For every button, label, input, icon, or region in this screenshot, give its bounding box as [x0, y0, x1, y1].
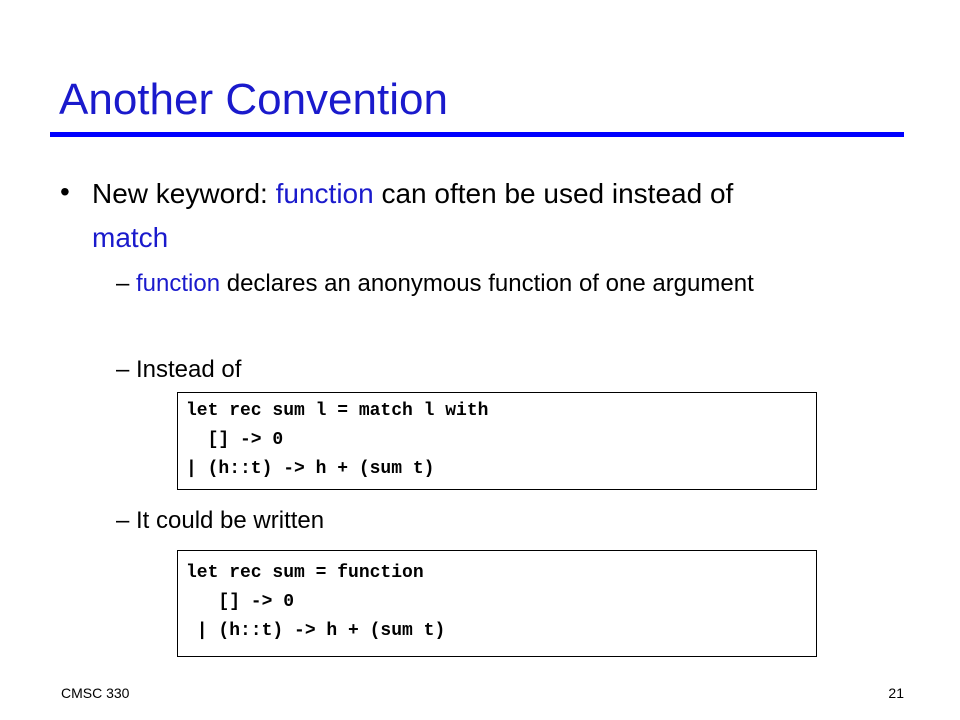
code-line: | (h::t) -> h + (sum t)	[186, 621, 446, 641]
keyword-function-sub: function	[136, 270, 221, 297]
code-line: | (h::t) -> h + (sum t)	[186, 459, 435, 479]
code-block-function	[177, 550, 817, 657]
slide-title: Another Convention	[59, 75, 448, 124]
sub-bullet-dash-2: –	[116, 356, 130, 383]
sub-bullet-1-text: declares an anonymous function of one argument	[220, 270, 754, 297]
sub-bullet-3: It could be written	[136, 507, 325, 534]
sub-bullet-dash-1: –	[116, 270, 130, 297]
main-bullet	[92, 172, 812, 260]
bullet-middle: can often be used instead of	[373, 178, 734, 209]
code-line: [] -> 0	[186, 592, 295, 612]
title-underline	[50, 132, 904, 137]
sub-bullet-1	[136, 267, 826, 301]
footer-course: CMSC 330	[61, 685, 130, 701]
sub-bullet-dash-3: –	[116, 507, 130, 534]
bullet-symbol: •	[60, 176, 70, 207]
code-block-match	[177, 392, 817, 490]
code-line: let rec sum l = match l with	[186, 401, 489, 421]
code-line: let rec sum = function	[186, 563, 424, 583]
bullet-prefix: New keyword:	[92, 178, 276, 209]
keyword-match: match	[92, 222, 169, 253]
code-line: [] -> 0	[186, 430, 284, 450]
footer-page-number: 21	[888, 685, 904, 701]
sub-bullet-2: Instead of	[136, 356, 242, 383]
keyword-function: function	[275, 178, 374, 209]
